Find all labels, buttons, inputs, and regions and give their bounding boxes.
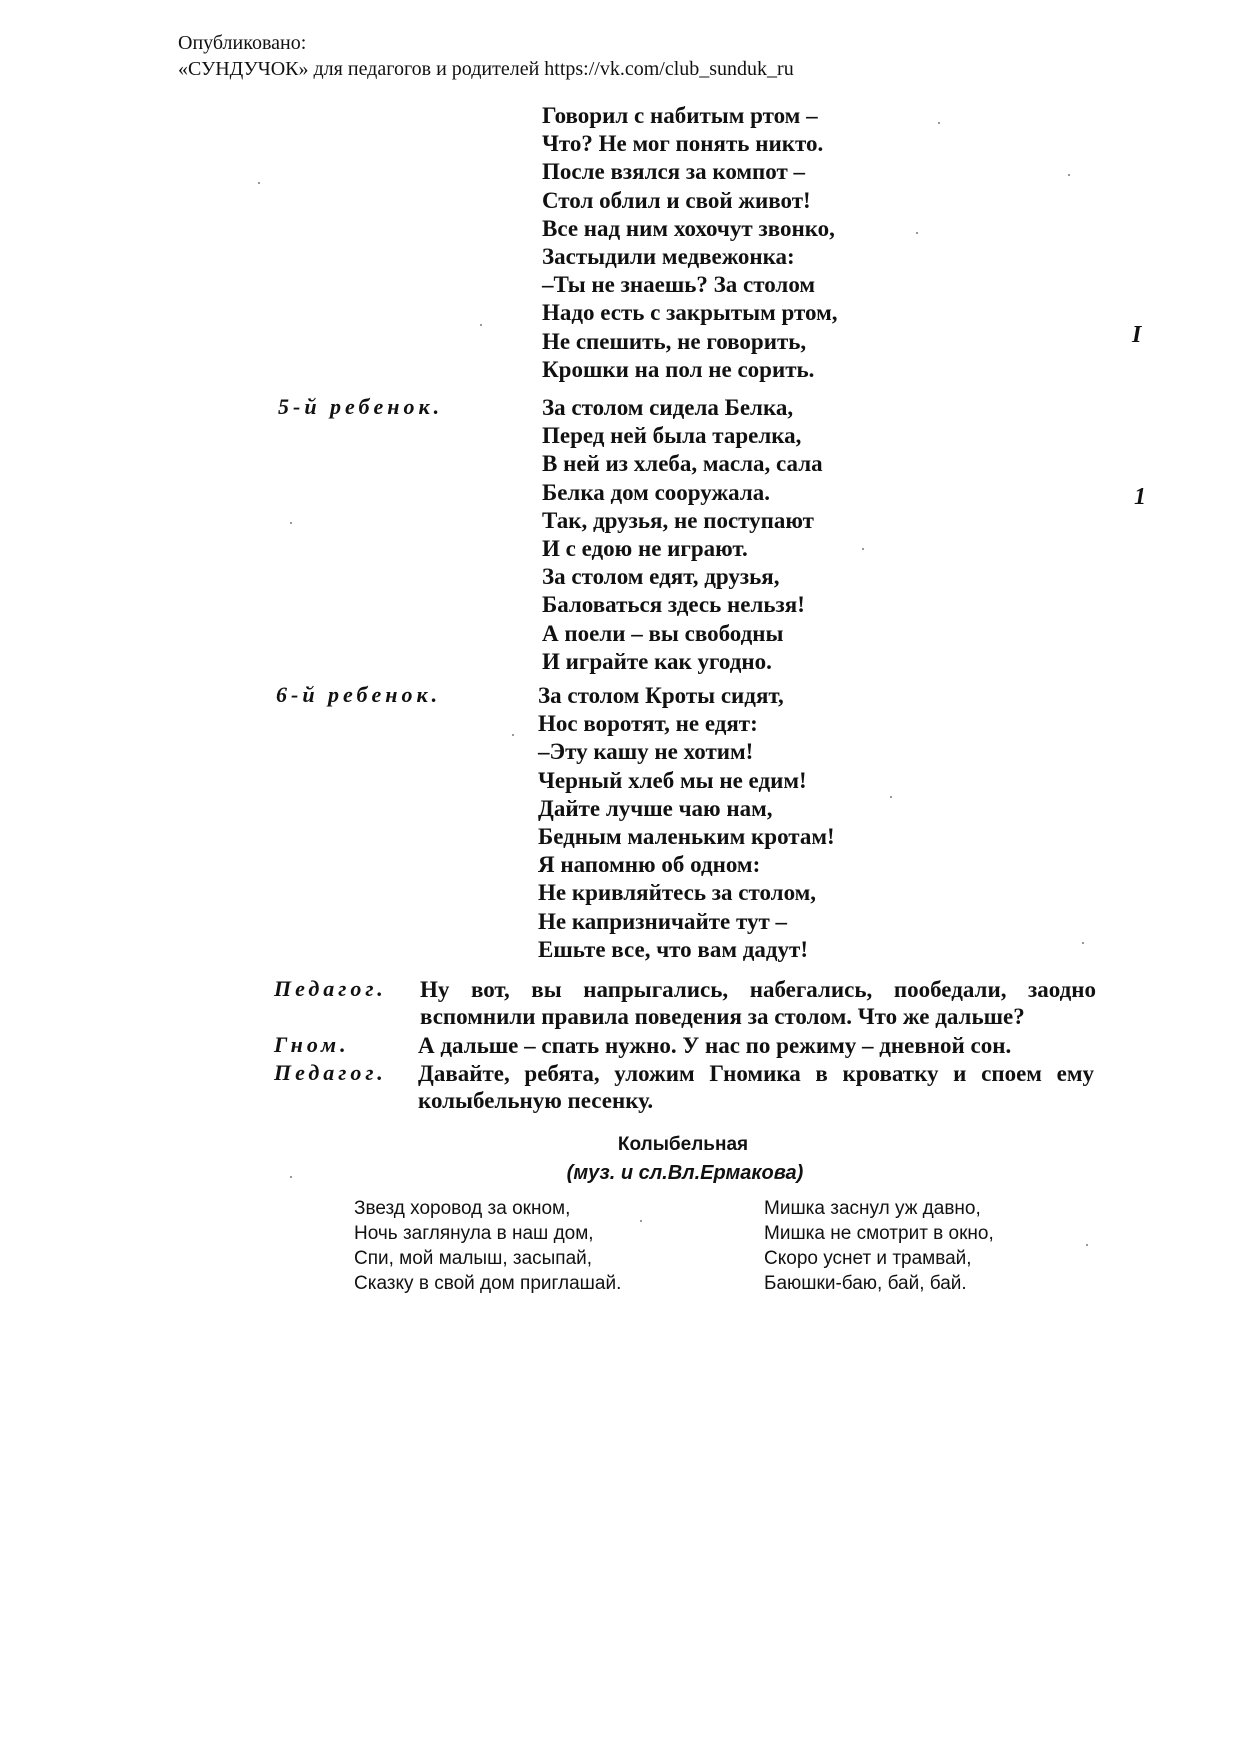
verse-child6 (538, 682, 835, 964)
verse-line: В ней из хлеба, масла, сала (542, 451, 823, 477)
lyric-line: Скоро уснет и трамвай, (764, 1248, 972, 1269)
verse-child5 (542, 394, 823, 676)
scan-speck (480, 324, 482, 326)
verse-line: За столом сидела Белка, (542, 395, 794, 420)
verse-line: Не кривляйтесь за столом, (538, 880, 817, 906)
verse-line: –Ты не знаешь? За столом (542, 272, 816, 298)
verse-line: Бедным маленьким кротам! (538, 824, 835, 850)
lyric-line: Ночь заглянула в наш дом, (354, 1223, 594, 1244)
verse-line: Что? Не мог понять никто. (542, 131, 824, 157)
verse-line: Крошки на пол не сорить. (542, 356, 815, 382)
lyric-line: Мишка не смотрит в окно, (764, 1223, 994, 1244)
margin-mark: 1 (1134, 484, 1146, 510)
verse-line: Так, друзья, не поступают (542, 507, 814, 533)
teacher-line-1: Ну вот, вы напрыгались, набегались, пообедали, заодно вспомнили правила поведения за столом. Что же дальше? (420, 977, 1096, 1029)
verse-line: Надо есть с закрытым ртом, (542, 300, 838, 326)
verse-line: –Эту кашу не хотим! (538, 739, 754, 765)
speaker-teacher: Педагог. (274, 1060, 387, 1085)
verse-line: Не спешить, не говорить, (542, 328, 807, 354)
lyric-line: Мишка заснул уж давно, (764, 1198, 981, 1219)
scan-speck (290, 1176, 292, 1178)
gnome-line: А дальше – спать нужно. У нас по режиму – дневной сон. (418, 1033, 1012, 1058)
speaker-child6: 6-й ребенок. (276, 682, 442, 707)
scan-speck (1068, 174, 1070, 176)
teacher-line-2: Давайте, ребята, уложим Гномика в кроватку и споем ему колыбельную песенку. (418, 1061, 1094, 1113)
verse-line: За столом едят, друзья, (542, 564, 780, 590)
lyrics-left (354, 1196, 621, 1296)
scan-speck (890, 796, 892, 798)
lyric-line: Спи, мой малыш, засыпай, (354, 1248, 593, 1269)
verse-line: Все над ним хохочут звонко, (542, 215, 835, 241)
verse-line: Не капризничайте тут – (538, 908, 788, 934)
verse-line: Баловаться здесь нельзя! (542, 592, 805, 618)
lyric-line: Баюшки-баю, бай, бай. (764, 1273, 967, 1294)
verse-line: Нос воротят, не едят: (538, 711, 758, 737)
verse-line: Стол облил и свой живот! (542, 187, 811, 213)
scan-speck (1086, 1244, 1088, 1246)
verse-line: И играйте как угодно. (542, 648, 772, 674)
verse-line: За столом Кроты сидят, (538, 683, 784, 708)
publisher-label: Опубликовано: (178, 32, 307, 54)
verse-line: Дайте лучше чаю нам, (538, 795, 773, 821)
song-subtitle: (муз. и сл.Вл.Ермакова) (566, 1162, 804, 1184)
verse-line: Белка дом сооружала. (542, 479, 771, 505)
verse-line: Ешьте все, что вам дадут! (538, 936, 808, 962)
margin-mark: I (1132, 322, 1142, 348)
speaker-gnome: Гном. (274, 1032, 350, 1057)
speaker-child5: 5-й ребенок. (278, 394, 444, 419)
verse-line: А поели – вы свободны (542, 620, 784, 646)
verse-line: Черный хлеб мы не едим! (538, 767, 807, 793)
scan-speck (258, 182, 260, 184)
verse-line: Говорил с набитым ртом – (542, 103, 818, 128)
lyrics-right (764, 1196, 994, 1296)
scan-speck (512, 734, 514, 736)
verse-line: Застыдили медвежонка: (542, 244, 795, 270)
scan-speck (938, 122, 940, 124)
lyric-line: Сказку в свой дом приглашай. (354, 1273, 622, 1294)
verse-line: Я напомню об одном: (538, 852, 761, 878)
verse-line: После взялся за компот – (542, 159, 806, 185)
song-title: Колыбельная (617, 1134, 749, 1155)
scan-speck (916, 232, 918, 234)
verse-line: И с едою не играют. (542, 536, 748, 562)
scan-speck (290, 522, 292, 524)
scan-speck (640, 1220, 642, 1222)
lyric-line: Звезд хоровод за окном, (354, 1198, 571, 1219)
scan-speck (1082, 942, 1084, 944)
scan-speck (862, 548, 864, 550)
verse-line: Перед ней была тарелка, (542, 423, 802, 449)
speaker-teacher: Педагог. (274, 976, 387, 1001)
verse-intro (542, 102, 838, 384)
publisher-source: «СУНДУЧОК» для педагогов и родителей https://vk.com/club_sunduk_ru (178, 58, 794, 80)
